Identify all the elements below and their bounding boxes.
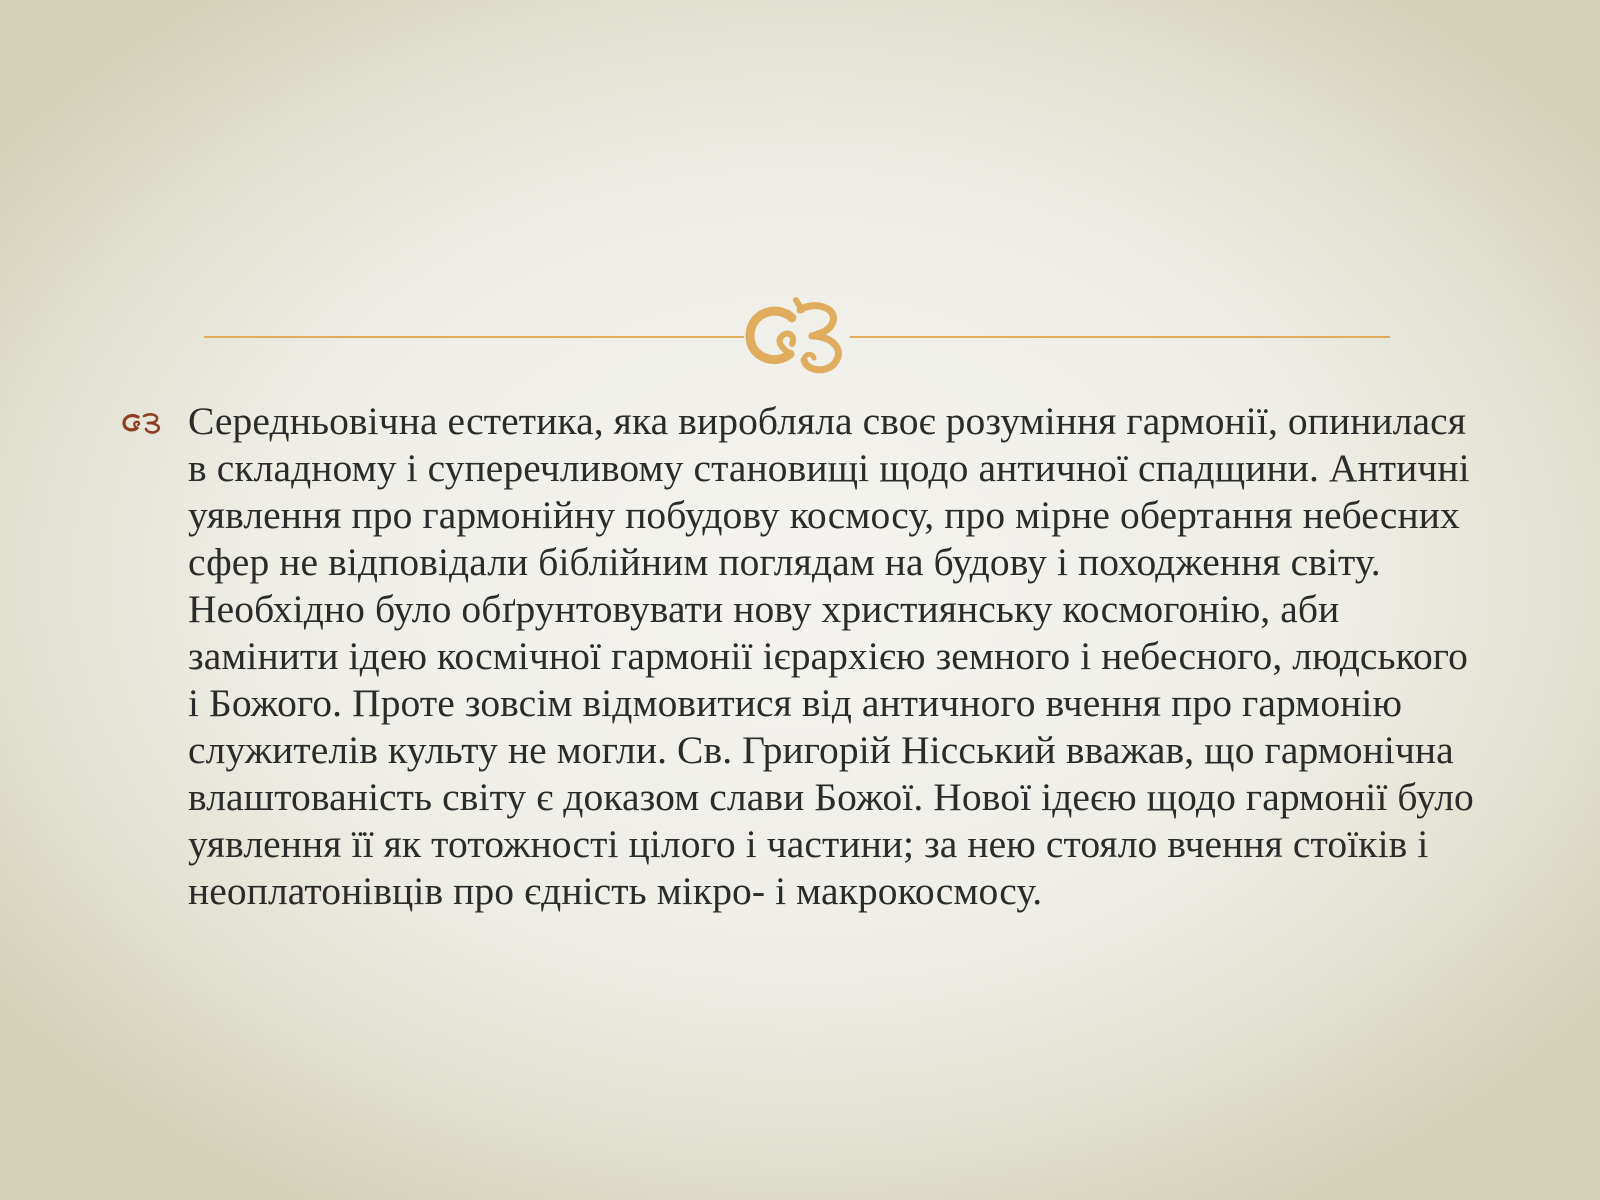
body-content (122, 398, 1482, 915)
divider-line-left (204, 336, 744, 338)
body-text: Середньовічна естетика, яка виробляла своє розуміння гармонії, опинилася в складному і суперечливому становищі щодо античної спадщини. Античні уявлення про гармонійну побудову космосу, про мірне обертання небесних сфер не відповідали біблійним поглядам на будову і походження світу. Необхідно було обґрунтовувати нову християнську космогонію, аби замінити ідею космічної гармонії ієрархією земного і небесного, людського і Божого. Проте зовсім відмовитися від античного вчення про гармонію служителів культу не могли. Св. Григорій Нісський вважав, що гармонічна влаштованість світу є доказом слави Божої. Нової ідеєю щодо гармонії було уявлення її як тотожності цілого і частини; за нею стояло вчення стоїків і неоплатонівців про єдність мікро- і макрокосмосу. (188, 399, 1474, 913)
divider-line-right (850, 336, 1390, 338)
flourish-bullet-icon (122, 412, 168, 434)
decorative-flourish-icon (742, 296, 852, 376)
